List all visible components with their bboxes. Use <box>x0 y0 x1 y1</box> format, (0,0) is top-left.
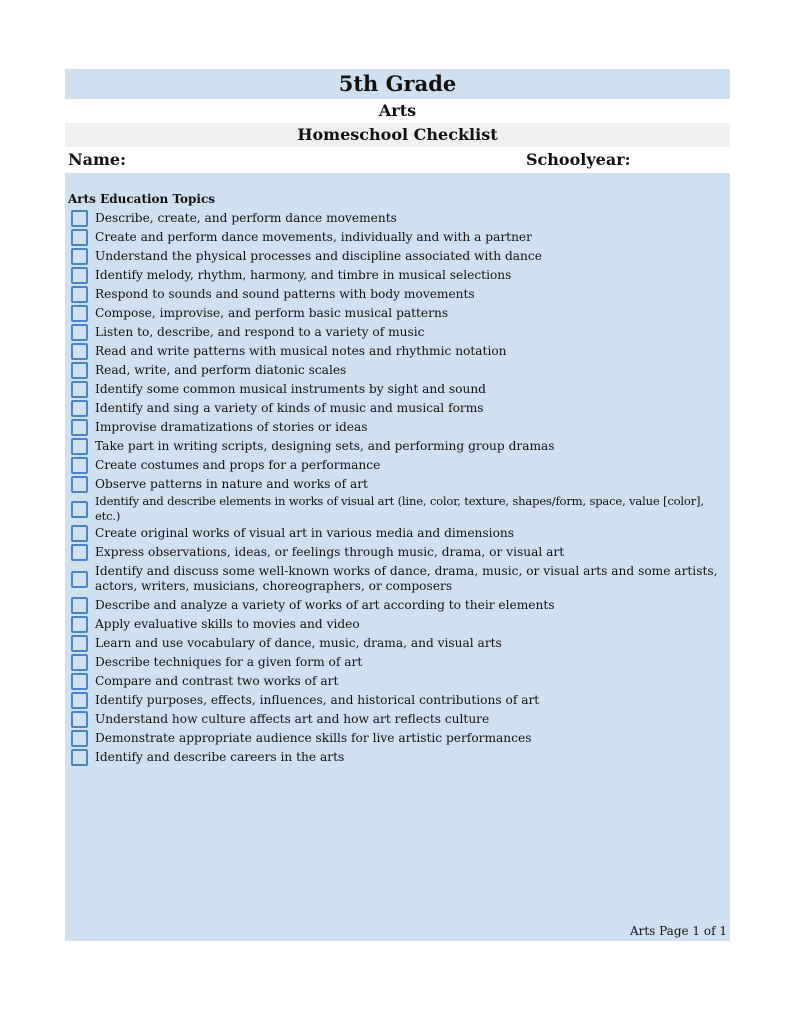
checkbox-icon[interactable] <box>71 419 88 436</box>
checkbox-icon[interactable] <box>71 730 88 747</box>
topic-label: Describe and analyze a variety of works of art according to their elements <box>95 598 555 612</box>
topic-item <box>65 524 730 543</box>
checkbox-icon[interactable] <box>71 248 88 265</box>
checkbox-icon[interactable] <box>71 362 88 379</box>
topic-item <box>65 380 730 399</box>
checkbox-icon[interactable] <box>71 305 88 322</box>
topic-label: Identify melody, rhythm, harmony, and timbre in musical selections <box>95 268 512 282</box>
topic-label: Describe techniques for a given form of art <box>95 655 363 669</box>
topic-item <box>65 672 730 691</box>
name-label: Name: <box>68 150 127 169</box>
checkbox-icon[interactable] <box>71 711 88 728</box>
topic-item <box>65 418 730 437</box>
checkbox-icon[interactable] <box>71 267 88 284</box>
topic-item <box>65 543 730 562</box>
checklist-content <box>65 173 730 941</box>
topic-item <box>65 596 730 615</box>
topic-item <box>65 634 730 653</box>
topic-label: Read, write, and perform diatonic scales <box>95 363 347 377</box>
topic-label: Identify purposes, effects, influences, and historical contributions of art <box>95 693 540 707</box>
checkbox-icon[interactable] <box>71 673 88 690</box>
checkbox-icon[interactable] <box>71 501 88 518</box>
topic-item <box>65 285 730 304</box>
checkbox-icon[interactable] <box>71 381 88 398</box>
topic-item <box>65 729 730 748</box>
schoolyear-label: Schoolyear: <box>526 150 631 169</box>
topic-label: Create and perform dance movements, individually and with a partner <box>95 230 532 244</box>
checkbox-icon[interactable] <box>71 438 88 455</box>
topic-item <box>65 399 730 418</box>
topic-label: Read and write patterns with musical notes and rhythmic notation <box>95 344 507 358</box>
topic-label: Understand the physical processes and discipline associated with dance <box>95 249 542 263</box>
checkbox-icon[interactable] <box>71 692 88 709</box>
topic-item <box>65 456 730 475</box>
topic-label: Improvise dramatizations of stories or ideas <box>95 420 368 434</box>
topic-item <box>65 748 730 767</box>
checklist-title: Homeschool Checklist <box>65 123 730 147</box>
topic-item <box>65 653 730 672</box>
topic-item <box>65 475 730 494</box>
checkbox-icon[interactable] <box>71 616 88 633</box>
section-heading: Arts Education Topics <box>68 192 216 206</box>
checkbox-icon[interactable] <box>71 654 88 671</box>
checklist-sheet <box>65 69 730 941</box>
topic-label: Express observations, ideas, or feelings through music, drama, or visual art <box>95 545 565 559</box>
checkbox-icon[interactable] <box>71 571 88 588</box>
topic-label: Compose, improvise, and perform basic musical patterns <box>95 306 449 320</box>
topic-label: Identify and describe careers in the arts <box>95 750 345 764</box>
checkbox-icon[interactable] <box>71 229 88 246</box>
checkbox-icon[interactable] <box>71 635 88 652</box>
topic-list <box>65 209 730 767</box>
topic-label: Identify and describe elements in works of visual art (line, color, texture, shapes/form, space, value [color], etc.) <box>95 494 704 523</box>
topic-label: Compare and contrast two works of art <box>95 674 339 688</box>
checkbox-icon[interactable] <box>71 749 88 766</box>
topic-item <box>65 342 730 361</box>
topic-item <box>65 304 730 323</box>
topic-item <box>65 247 730 266</box>
topic-label: Learn and use vocabulary of dance, music, drama, and visual arts <box>95 636 502 650</box>
topic-label: Listen to, describe, and respond to a variety of music <box>95 325 425 339</box>
checkbox-icon[interactable] <box>71 286 88 303</box>
topic-item <box>65 323 730 342</box>
topic-label: Identify and sing a variety of kinds of music and musical forms <box>95 401 484 415</box>
topic-label: Demonstrate appropriate audience skills for live artistic performances <box>95 731 532 745</box>
topic-item <box>65 266 730 285</box>
topic-label: Identify some common musical instruments by sight and sound <box>95 382 486 396</box>
topic-label: Identify and discuss some well-known works of dance, drama, music, or visual arts and some artists, actors, writers, musicians, choreographers, or composers <box>95 564 718 593</box>
checkbox-icon[interactable] <box>71 210 88 227</box>
checkbox-icon[interactable] <box>71 457 88 474</box>
grade-title: 5th Grade <box>65 69 730 99</box>
checkbox-icon[interactable] <box>71 343 88 360</box>
topic-label: Apply evaluative skills to movies and video <box>95 617 360 631</box>
checkbox-icon[interactable] <box>71 324 88 341</box>
topic-item <box>65 710 730 729</box>
checkbox-icon[interactable] <box>71 597 88 614</box>
topic-item <box>65 361 730 380</box>
topic-item <box>65 562 730 596</box>
topic-item <box>65 615 730 634</box>
checkbox-icon[interactable] <box>71 476 88 493</box>
topic-item <box>65 228 730 247</box>
topic-item <box>65 209 730 228</box>
topic-label: Respond to sounds and sound patterns with body movements <box>95 287 475 301</box>
topic-item <box>65 691 730 710</box>
page-number: Arts Page 1 of 1 <box>629 924 727 938</box>
topic-item <box>65 494 730 524</box>
topic-label: Understand how culture affects art and how art reflects culture <box>95 712 490 726</box>
topic-label: Take part in writing scripts, designing sets, and performing group dramas <box>95 439 555 453</box>
topic-label: Create costumes and props for a performance <box>95 458 381 472</box>
topic-label: Create original works of visual art in various media and dimensions <box>95 526 515 540</box>
checkbox-icon[interactable] <box>71 544 88 561</box>
topic-label: Describe, create, and perform dance movements <box>95 211 397 225</box>
name-row <box>65 147 730 173</box>
topic-label: Observe patterns in nature and works of art <box>95 477 368 491</box>
subject-title: Arts <box>65 99 730 123</box>
topic-item <box>65 437 730 456</box>
checkbox-icon[interactable] <box>71 400 88 417</box>
checkbox-icon[interactable] <box>71 525 88 542</box>
